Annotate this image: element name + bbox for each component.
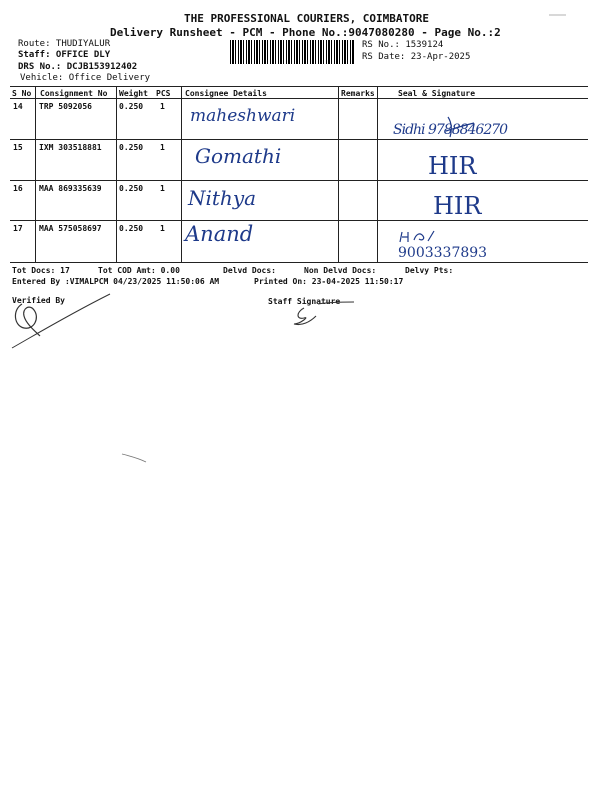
row-consignment: MAA 575058697 xyxy=(39,224,102,233)
delivered-docs: Delvd Docs: xyxy=(223,266,276,275)
row-weight: 0.250 xyxy=(119,102,144,111)
seal-scribble-icon xyxy=(392,113,482,141)
row-sno: 15 xyxy=(13,143,23,152)
row-pcs: 1 xyxy=(160,102,165,111)
row-sno: 16 xyxy=(13,184,23,193)
drs-number: DRS No.: DCJB153912402 xyxy=(18,62,138,72)
vehicle-label: Vehicle: Office Delivery xyxy=(20,73,151,83)
entered-by: Entered By :VIMALPCM 04/23/2025 11:50:06 AM xyxy=(12,277,220,286)
row-pcs: 1 xyxy=(160,184,165,193)
row-consignee-handwriting: maheshwari xyxy=(190,106,296,126)
non-delivered-docs: Non Delvd Docs: xyxy=(304,266,377,275)
initials-scribble-icon xyxy=(398,228,438,246)
row-weight: 0.250 xyxy=(119,224,144,233)
row-weight: 0.250 xyxy=(119,143,144,152)
col-weight: Weight xyxy=(119,89,148,98)
rs-number: RS No.: 1539124 xyxy=(362,40,444,50)
stray-mark-icon xyxy=(120,452,150,464)
runsheet-subtitle: Delivery Runsheet - PCM - Phone No.:9047080280 - Page No.:2 xyxy=(110,26,501,39)
staff-label: Staff: OFFICE DLY xyxy=(18,50,111,60)
row-consignment: MAA 869335639 xyxy=(39,184,102,193)
col-remarks: Remarks xyxy=(341,89,375,98)
row-consignment: TRP 5092056 xyxy=(39,102,92,111)
route-label: Route: THUDIYALUR xyxy=(18,39,111,49)
row-consignee-handwriting: Nithya xyxy=(188,186,257,210)
row-seal-handwriting: HIR xyxy=(433,192,482,220)
printed-on: Printed On: 23-04-2025 11:50:17 xyxy=(254,277,404,286)
rs-date: RS Date: 23-Apr-2025 xyxy=(362,52,471,62)
staff-signature-label: Staff Signature xyxy=(268,297,341,306)
barcode xyxy=(230,40,355,64)
staff-signature-icon xyxy=(290,298,360,330)
corner-mark-icon xyxy=(548,12,568,18)
col-seal: Seal & Signature xyxy=(398,89,476,98)
delivery-points: Delvy Pts: xyxy=(405,266,454,275)
row-seal-handwriting: 9003337893 xyxy=(398,245,488,261)
row-sno: 14 xyxy=(13,102,23,111)
row-pcs: 1 xyxy=(160,143,165,152)
verified-by-label: Verified By xyxy=(12,296,65,305)
col-sno: S No xyxy=(12,89,32,98)
row-consignee-handwriting: Gomathi xyxy=(195,144,282,168)
row-seal-handwriting: Sidhi 9788846270 xyxy=(393,122,508,138)
company-title: THE PROFESSIONAL COURIERS, COIMBATORE xyxy=(184,12,430,25)
row-seal-handwriting: HIR xyxy=(428,152,477,180)
col-consignee: Consignee Details xyxy=(185,89,267,98)
col-pcs: PCS xyxy=(156,89,171,98)
row-consignment: IXM 303518881 xyxy=(39,143,102,152)
row-pcs: 1 xyxy=(160,224,165,233)
row-sno: 17 xyxy=(13,224,23,233)
col-consignment: Consignment No xyxy=(40,89,108,98)
row-weight: 0.250 xyxy=(119,184,144,193)
total-cod-amount: Tot COD Amt: 0.00 xyxy=(98,266,180,275)
verifier-signature-icon xyxy=(10,292,115,352)
row-consignee-handwriting: Anand xyxy=(185,222,254,246)
total-docs: Tot Docs: 17 xyxy=(12,266,70,275)
